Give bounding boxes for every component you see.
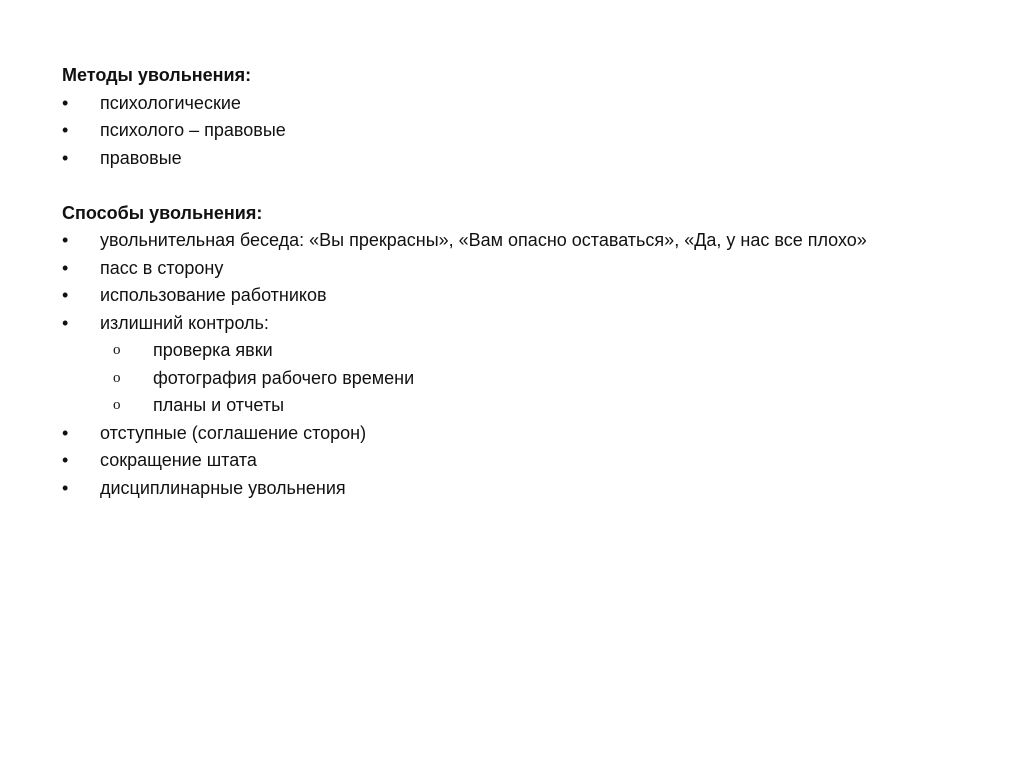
ways-list-item [62, 255, 942, 283]
slide-content [62, 62, 942, 502]
circle-bullet-icon: o [113, 369, 121, 386]
circle-bullet-icon: o [113, 342, 121, 358]
ways-list-item [62, 282, 942, 310]
section-spacer [62, 172, 942, 200]
bullet-icon: • [62, 147, 69, 168]
ways-subitem-label: планы и отчеты [153, 395, 285, 415]
ways-item-label: увольнительная беседа: «Вы прекрасны», «Вам опасно оставаться», «Да, у нас все плохо» [100, 230, 867, 250]
ways-sublist-item [62, 337, 942, 365]
bullet-icon: • [62, 230, 69, 250]
ways-list-item [62, 310, 942, 338]
methods-list-item [62, 145, 942, 173]
methods-item-label: психолого – правовые [100, 120, 286, 140]
methods-item-label: правовые [100, 147, 182, 168]
bullet-icon: • [62, 92, 69, 113]
ways-heading: Способы увольнения: [62, 202, 263, 223]
ways-subitem-label: фотография рабочего времени [153, 367, 415, 388]
bullet-icon: • [62, 285, 69, 305]
ways-item-label: дисциплинарные увольнения [100, 477, 346, 498]
ways-item-label: излишний контроль: [100, 312, 269, 333]
bullet-icon: • [62, 450, 69, 470]
bullet-icon: • [62, 312, 69, 333]
bullet-icon: • [62, 477, 69, 498]
ways-item-label: использование работников [100, 285, 327, 305]
ways-list-item [62, 475, 942, 503]
ways-sublist-item [62, 392, 942, 420]
ways-sublist-item [62, 365, 942, 393]
ways-item-label: отступные (соглашение сторон) [100, 422, 367, 443]
bullet-icon: • [62, 422, 69, 443]
circle-bullet-icon: o [113, 397, 121, 413]
bullet-icon: • [62, 120, 69, 140]
ways-list-item [62, 227, 942, 255]
bullet-icon: • [62, 257, 69, 278]
methods-list-item [62, 117, 942, 145]
methods-list-item [62, 90, 942, 118]
ways-subitem-label: проверка явки [153, 340, 273, 360]
methods-heading: Методы увольнения: [62, 65, 252, 85]
ways-list-item [62, 420, 942, 448]
ways-list-item [62, 447, 942, 475]
methods-item-label: психологические [100, 92, 241, 113]
ways-item-label: пасс в сторону [100, 257, 224, 278]
ways-item-label: сокращение штата [100, 450, 257, 470]
